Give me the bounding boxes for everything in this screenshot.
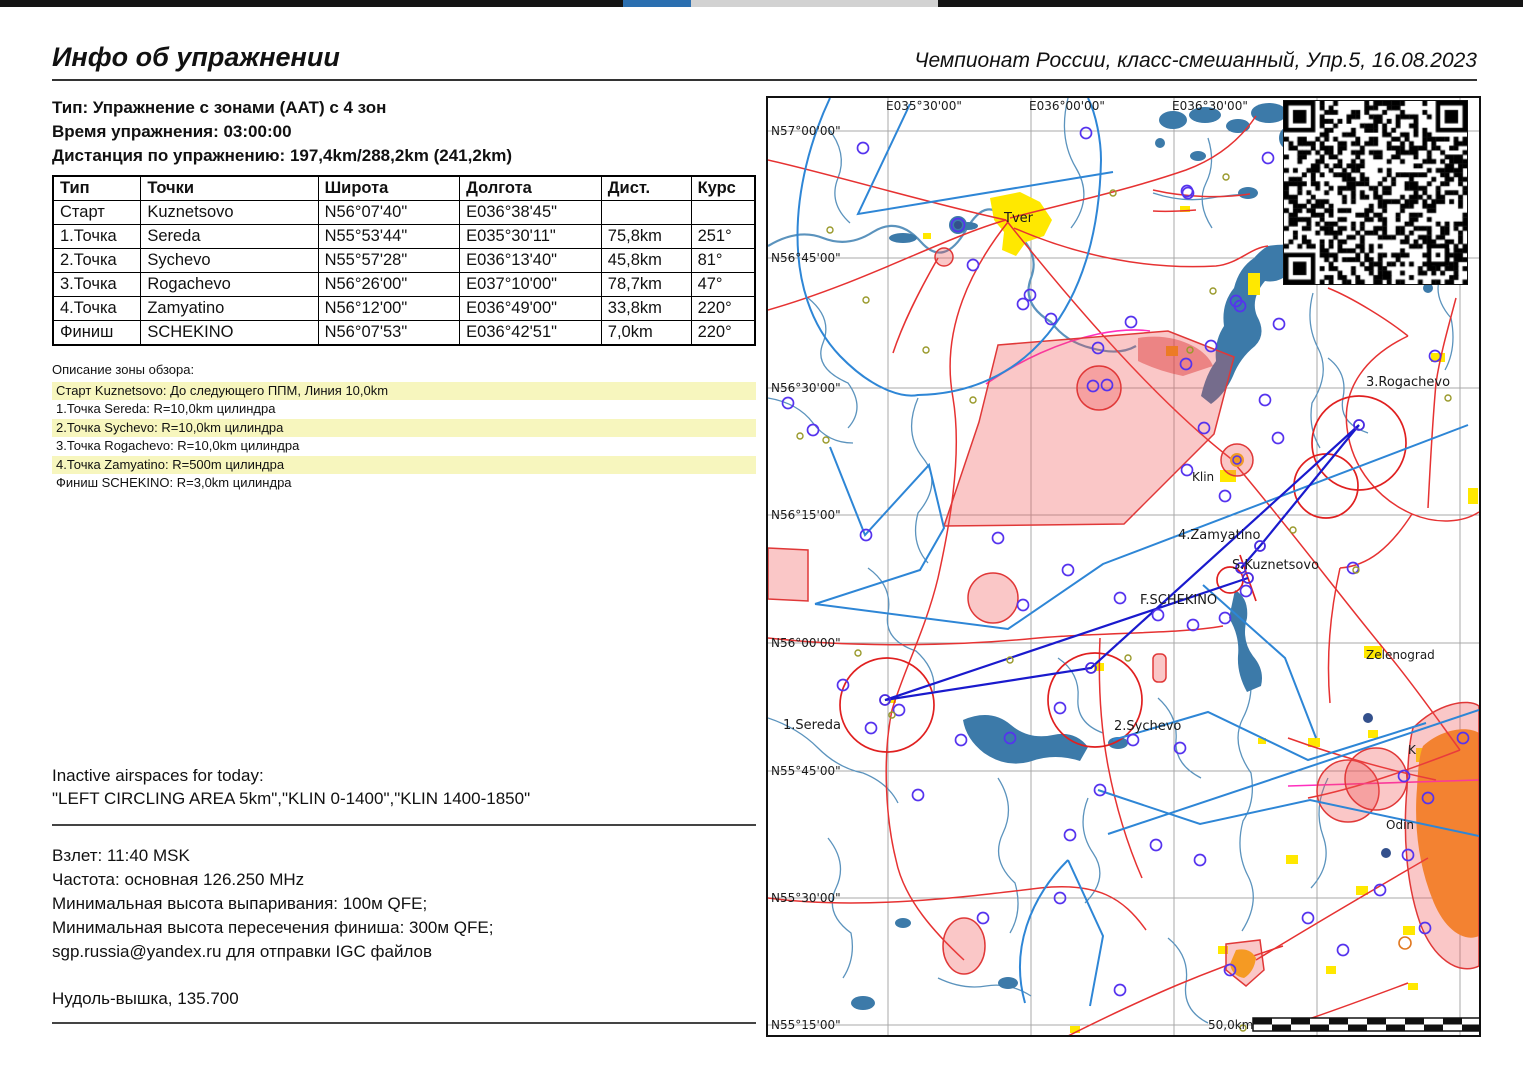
cell-type: 1.Точка [53, 225, 141, 249]
map-label-kuznetsovo: S.Kuznetsovo [1232, 558, 1320, 573]
cell-dist [601, 201, 691, 225]
map-label-odintsovo: Odin [1386, 818, 1415, 832]
cell-course: 251° [691, 225, 755, 249]
cell-type: 2.Точка [53, 249, 141, 273]
cell-course [691, 201, 755, 225]
zone-line-start: Старт Kuznetsovo: До следующего ППМ, Линия 10,0km [52, 382, 756, 401]
cell-dist: 78,7km [601, 273, 691, 297]
cell-lon: E037°10'00" [460, 273, 602, 297]
grid-label-lon-3: E036°30'00" [1172, 99, 1248, 113]
cell-course: 220° [691, 297, 755, 321]
window-top-edge [0, 0, 1523, 7]
cell-lon: E036°42'51" [460, 321, 602, 346]
cell-dist: 7,0km [601, 321, 691, 346]
map-label-sereda: 1.Sereda [783, 718, 841, 733]
table-row [53, 273, 755, 297]
task-type-line: Тип: Упражнение с зонами (AAT) с 4 зон [52, 98, 387, 117]
window-top-edge-light-segment [691, 0, 938, 7]
zone-line-2: 2.Точка Sychevo: R=10,0km цилиндра [52, 419, 756, 438]
column-header-latitude: Широта [318, 176, 460, 201]
zone-line-4: 4.Точка Zamyatino: R=500m цилиндра [52, 456, 756, 475]
klin-airfield-orange [1230, 453, 1244, 467]
map-label-k: K [1408, 743, 1416, 757]
window-top-edge-blue-segment [623, 0, 691, 7]
divider-line [52, 824, 756, 826]
cell-lat: N56°07'53" [318, 321, 460, 346]
column-header-distance: Дист. [601, 176, 691, 201]
grid-label-lat-8: N55°15'00" [771, 1018, 841, 1032]
briefing-block [52, 844, 756, 1011]
min-finish-height-line: Минимальная высота пересечения финиша: 300м QFE; [52, 918, 494, 937]
min-release-height-line: Минимальная высота выпаривания: 100м QFE; [52, 894, 428, 913]
map-label-klin: Klin [1192, 470, 1215, 484]
cell-dist: 45,8km [601, 249, 691, 273]
inactive-airspaces-list: "LEFT CIRCLING AREA 5km","KLIN 0-1400","KLIN 1400-1850" [52, 789, 531, 808]
takeoff-time-line: Взлет: 11:40 MSK [52, 846, 190, 865]
cell-dist: 75,8km [601, 225, 691, 249]
table-row [53, 225, 755, 249]
cell-lat: N55°57'28" [318, 249, 460, 273]
cell-type: Старт [53, 201, 141, 225]
cell-point: Rogachevo [141, 273, 318, 297]
grid-label-lon-1: E035°30'00" [886, 99, 962, 113]
map-label-schekino: F.SCHEKINO [1140, 593, 1218, 608]
grid-label-lat-1: N57°00'00" [771, 124, 841, 138]
grid-label-lon-2: E036°00'00" [1029, 99, 1105, 113]
column-header-longitude: Долгота [460, 176, 602, 201]
waypoint-table [52, 175, 756, 346]
task-map [766, 96, 1481, 1037]
cell-point: SCHEKINO [141, 321, 318, 346]
zone-descriptions [52, 361, 756, 493]
cell-point: Kuznetsovo [141, 201, 318, 225]
task-time-line: Время упражнения: 03:00:00 [52, 122, 292, 141]
cell-course: 47° [691, 273, 755, 297]
cell-course: 81° [691, 249, 755, 273]
table-row [53, 201, 755, 225]
table-row [53, 249, 755, 273]
zone-line-finish: Финиш SCHEKINO: R=3,0km цилиндра [56, 475, 292, 490]
cell-lat: N56°12'00" [318, 297, 460, 321]
cell-course: 220° [691, 321, 755, 346]
scale-bar-label: 50,0km [1208, 1018, 1254, 1032]
table-row [53, 297, 755, 321]
zone-line-1: 1.Точка Sereda: R=10,0km цилиндра [56, 401, 276, 416]
cell-type: Финиш [53, 321, 141, 346]
cell-lon: E036°49'00" [460, 297, 602, 321]
scale-bar [1253, 1018, 1479, 1031]
zone-descriptions-heading: Описание зоны обзора: [52, 362, 195, 377]
grid-label-lat-4: N56°15'00" [771, 508, 841, 522]
cell-dist: 33,8km [601, 297, 691, 321]
map-label-tver: Tver [1004, 211, 1033, 226]
cell-type: 3.Точка [53, 273, 141, 297]
restricted-airspace-areas [768, 248, 1479, 986]
cell-lat: N56°07'40" [318, 201, 460, 225]
cell-point: Zamyatino [141, 297, 318, 321]
grid-label-lat-3: N56°30'00" [771, 381, 841, 395]
grid-label-lat-2: N56°45'00" [771, 251, 841, 265]
cell-lon: E036°38'45" [460, 201, 602, 225]
column-header-course: Курс [691, 176, 755, 201]
tower-frequency-line: Нудоль-вышка, 135.700 [52, 989, 239, 1008]
cell-type: 4.Точка [53, 297, 141, 321]
map-label-rogachevo: 3.Rogachevo [1366, 375, 1451, 390]
small-orange-circle [1399, 937, 1411, 949]
grid-label-lat-5: N56°00'00" [771, 636, 841, 650]
cell-point: Sereda [141, 225, 318, 249]
map-label-zamyatino: 4.Zamyatino [1178, 528, 1261, 543]
competition-subtitle: Чемпионат России, класс-смешанный, Упр.5, 16.08.2023 [914, 49, 1477, 72]
column-header-type: Тип [53, 176, 141, 201]
cell-lat: N56°26'00" [318, 273, 460, 297]
cell-point: Sychevo [141, 249, 318, 273]
document-header [52, 42, 1477, 81]
table-header-row [53, 176, 755, 201]
column-header-points: Точки [141, 176, 318, 201]
cell-lon: E036°13'40" [460, 249, 602, 273]
table-row [53, 321, 755, 346]
qr-code [1283, 100, 1468, 285]
inactive-airspaces-heading: Inactive airspaces for today: [52, 766, 264, 785]
cell-lat: N55°53'44" [318, 225, 460, 249]
igc-email-line: sgp.russia@yandex.ru для отправки IGC файлов [52, 942, 433, 961]
frequency-line: Частота: основная 126.250 MHz [52, 870, 305, 889]
divider-line-bottom [52, 1022, 756, 1024]
map-label-zelenograd: Zelenograd [1366, 648, 1435, 662]
cell-lon: E035°30'11" [460, 225, 602, 249]
page-title: Инфо об упражнении [52, 42, 340, 72]
grid-label-lat-7: N55°30'00" [771, 891, 841, 905]
task-distance-line: Дистанция по упражнению: 197,4km/288,2km (241,2km) [52, 146, 513, 165]
inactive-airspaces-note [52, 764, 756, 810]
map-label-sychevo: 2.Sychevo [1114, 719, 1182, 734]
grid-label-lat-6: N55°45'00" [771, 764, 841, 778]
zone-line-3: 3.Точка Rogachevo: R=10,0km цилиндра [56, 438, 300, 453]
task-info-column [52, 96, 756, 1008]
